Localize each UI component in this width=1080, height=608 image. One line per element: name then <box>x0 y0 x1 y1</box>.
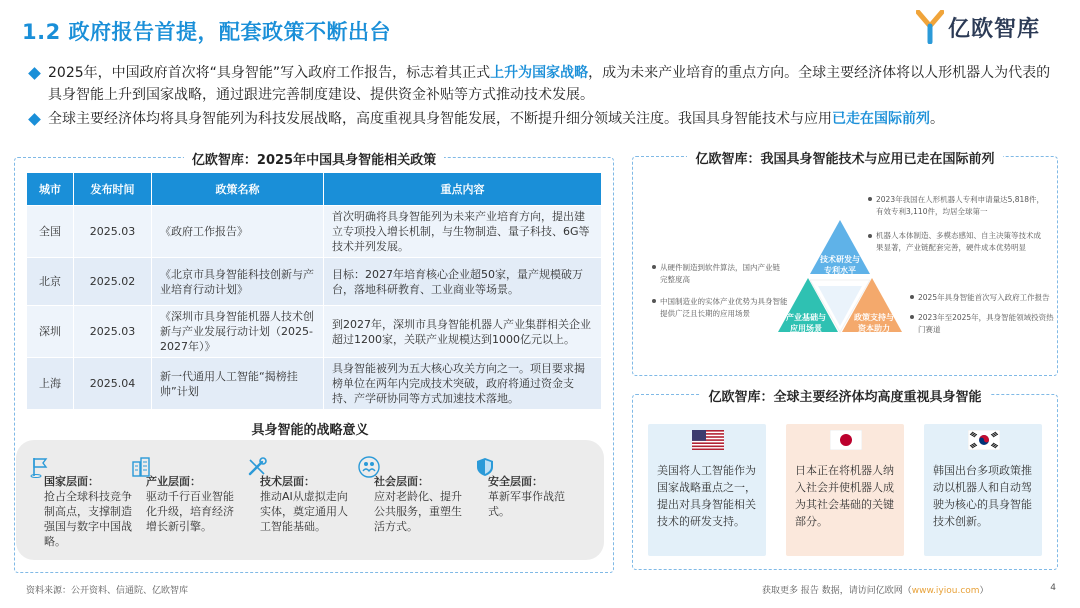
strategy-text: 推动AI从虚拟走向实体，奠定通用人工智能基础。 <box>260 490 348 533</box>
strategy-head: 技术层面： <box>260 475 315 488</box>
cell-name: 新一代通用人工智能“揭榜挂帅”计划 <box>152 358 324 410</box>
cell-date: 2025.03 <box>74 306 152 358</box>
strategy-text: 驱动千行百业智能化升级，培育经济增长新引擎。 <box>146 490 234 533</box>
note-supply-chain: 从硬件制造到软件算法，国内产业链完整度高 <box>660 263 780 284</box>
bullet-text: 。 <box>930 111 944 127</box>
us-flag-icon <box>692 430 724 450</box>
intro-bullets <box>28 62 1058 132</box>
cell-date: 2025.02 <box>74 258 152 306</box>
bullet-1 <box>28 62 1058 106</box>
note-tech-results: 机器人本体制造、多模态感知、自主决策等技术成果显著，产业链配套完善，硬件成本优势明显 <box>876 231 1041 252</box>
bullet-text: 2025年，中国政府首次将“具身智能”写入政府工作报告，标志着其正式 <box>48 65 491 81</box>
logo-text: 亿欧智库 <box>947 16 1040 42</box>
col-header-name: 政策名称 <box>152 173 324 206</box>
japan-flag-icon <box>830 430 862 450</box>
triangle-top-label: 技术研发与专利水平 <box>820 255 860 275</box>
cell-city: 深圳 <box>27 306 74 358</box>
country-text: 美国将人工智能作为国家战略重点之一，提出对具身智能相关技术的研发支持。 <box>657 464 756 528</box>
cell-city: 北京 <box>27 258 74 306</box>
website-link[interactable]: www.iyiou.com <box>911 586 980 596</box>
cell-city: 上海 <box>27 358 74 410</box>
triangle-panel-title: 亿欧智库：我国具身智能技术与应用已走在国际前列 <box>633 148 1057 167</box>
strategy-head: 国家层面： <box>44 475 99 488</box>
table-row <box>27 358 602 410</box>
cell-content: 具身智能被列为五大核心攻关方向之一。项目要求揭榜单位在两年内完成技术突破，政府将通过资金支持、产学研协同等方式加速技术落地。 <box>324 358 602 410</box>
country-card-japan <box>786 424 904 556</box>
cell-name: 《深圳市具身智能机器人技术创新与产业发展行动计划（2025-2027年）》 <box>152 306 324 358</box>
table-row <box>27 306 602 358</box>
strategy-text: 应对老龄化、提升公共服务，重塑生活方式。 <box>374 490 462 533</box>
cell-name: 《政府工作报告》 <box>152 206 324 258</box>
cell-date: 2025.03 <box>74 206 152 258</box>
strategy-title: 具身智能的战略意义 <box>251 423 369 438</box>
strategy-text: 革新军事作战范式。 <box>488 490 565 518</box>
triangle-connectors <box>640 190 1060 340</box>
country-text: 韩国出台多项政策推动以机器人和自动驾驶为核心的具身智能技术创新。 <box>933 464 1032 528</box>
bullet-text: 全球主要经济体均将具身智能列为科技发展战略，高度重视具身智能发展，不断提升细分领域关注度。我国具身智能技术与应用 <box>48 111 832 127</box>
korea-flag-icon <box>968 430 1000 450</box>
triangle-right-label: 政策支持与资本助力 <box>854 313 894 333</box>
country-card-usa <box>648 424 766 556</box>
cell-city: 全国 <box>27 206 74 258</box>
page-number: 4 <box>1050 583 1056 593</box>
diamond-icon <box>28 67 41 80</box>
note-gov-report: 2025年具身智能首次写入政府工作报告 <box>918 293 1050 302</box>
strategy-head: 社会层面： <box>374 475 429 488</box>
page-title: 1.2 政府报告首提，配套政策不断出台 <box>22 20 392 44</box>
bullet-highlight: 上升为国家战略 <box>490 65 589 81</box>
cell-content: 首次明确将具身智能列为未来产业培育方向，提出建立专项投入增长机制，与生物制造、量子科技、6G等技术并列发展。 <box>324 206 602 258</box>
logo-icon <box>916 10 944 44</box>
bullet-text: ，成为未来产业培育的重点方向。全球主要经济体将以人形机器人为代表的具身智能上升到国家战略，通过跟进完善制度建设、提供资金补贴等方式推动技术发展。 <box>48 65 1051 103</box>
footer-more: 获取更多 报告 数据，请访问亿欧网（www.iyiou.com） <box>762 586 989 596</box>
bullet-2 <box>28 108 1058 130</box>
cell-content: 目标：2027年培育核心企业超50家，量产规模破万台，落地科研教育、工业商业等场景。 <box>324 258 602 306</box>
note-scenarios: 中国制造业的实体产业优势为具身智能提供广泛且长期的应用场景 <box>660 297 788 318</box>
col-header-city: 城市 <box>27 173 74 206</box>
triangle-left-label: 产业基础与应用场景 <box>786 313 826 333</box>
source-note: 资料来源：公开资料、信通院、亿欧智库 <box>26 586 189 596</box>
note-investment: 2023年至2025年，具身智能领域投资热门赛道 <box>918 313 1054 334</box>
col-header-date: 发布时间 <box>74 173 152 206</box>
policy-panel-title: 亿欧智库：2025年中国具身智能相关政策 <box>15 149 613 168</box>
cell-date: 2025.04 <box>74 358 152 410</box>
table-header-row <box>27 173 602 206</box>
global-panel-title: 亿欧智库：全球主要经济体均高度重视具身智能 <box>633 386 1057 405</box>
country-card-korea <box>924 424 1042 556</box>
cell-name: 《北京市具身智能科技创新与产业培育行动计划》 <box>152 258 324 306</box>
bullet-highlight: 已走在国际前列 <box>832 111 930 127</box>
col-header-content: 重点内容 <box>324 173 602 206</box>
policy-table <box>26 172 602 410</box>
country-text: 日本正在将机器人纳入社会并使机器人成为其社会基础的关键部分。 <box>795 464 894 528</box>
strategy-head: 安全层面： <box>488 475 543 488</box>
table-row <box>27 258 602 306</box>
logo <box>916 10 1040 44</box>
cell-content: 到2027年，深圳市具身智能机器人产业集群相关企业超过1200家，关联产业规模达到1000亿元以上。 <box>324 306 602 358</box>
strategy-head: 产业层面： <box>146 475 201 488</box>
diamond-icon <box>28 113 41 126</box>
strategy-box <box>16 440 604 560</box>
table-row <box>27 206 602 258</box>
note-patents: 2023年我国在人形机器人专利申请量达5,818件，有效专利3,110件，均居全球第一 <box>876 195 1045 216</box>
strategy-text: 抢占全球科技竞争制高点，支撑制造强国与数字中国战略。 <box>44 490 132 548</box>
